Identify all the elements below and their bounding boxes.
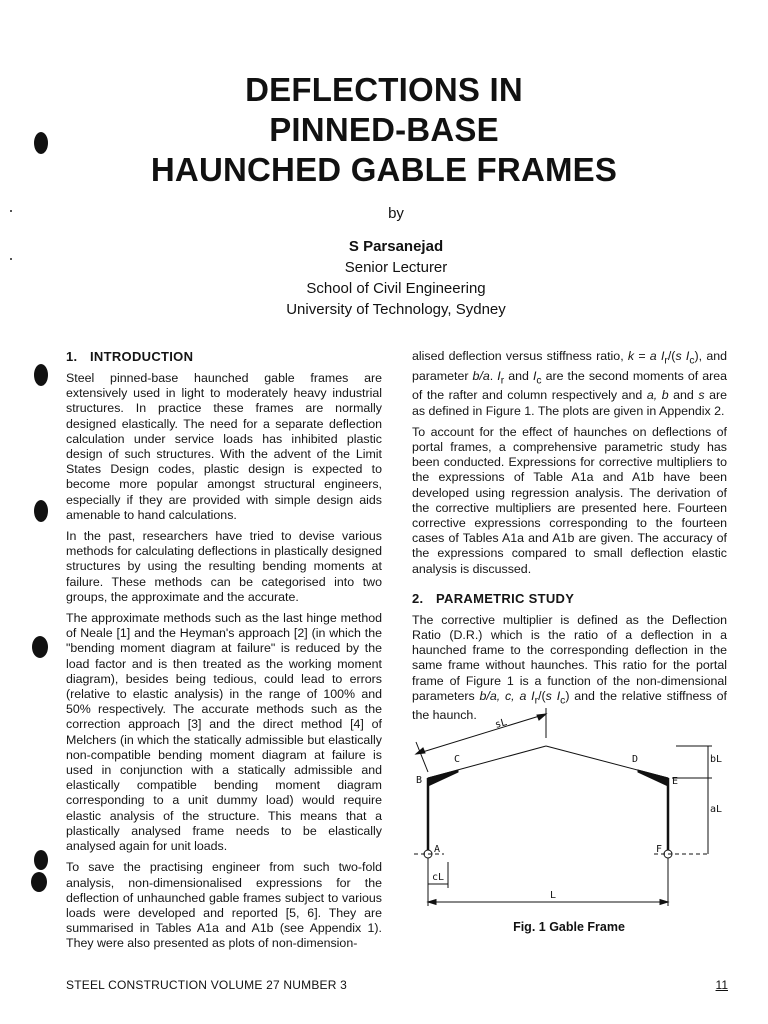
section-title: PARAMETRIC STUDY xyxy=(436,590,575,606)
label-F: F xyxy=(656,844,663,855)
paragraph: alised deflection versus stiffness ratio, k = a $I_r/(s$ $I_c$), and parameter b/a. $I_r$ and $I_c$ are the second moments of area of the rafter and column respectively and a, b and s are as defined in Figure 1. The plots are given in Appendix 2. xyxy=(412,349,728,418)
author-institution: University of Technology, Sydney xyxy=(286,301,506,318)
label-C: C xyxy=(454,754,461,765)
section-number: 2. xyxy=(412,590,424,606)
arrowhead xyxy=(428,900,436,905)
by-line: by xyxy=(388,205,404,222)
arrowhead xyxy=(537,714,546,720)
paragraph: In the past, researchers have tried to devise various methods for calculating deflections in plastically designed structures by using the resulting bending moments at failure. These methods can be categorised into two groups, the approximate and the accurate. xyxy=(66,529,382,604)
paper-title xyxy=(0,70,768,190)
label-B: B xyxy=(416,775,423,786)
author-block xyxy=(0,236,768,320)
label-cL: cL xyxy=(432,872,445,883)
label-D: D xyxy=(632,754,639,765)
section-heading-parametric-study xyxy=(412,591,727,607)
binder-hole xyxy=(34,364,48,386)
title-line: DEFLECTIONS IN xyxy=(245,71,523,108)
author-title: Senior Lecturer xyxy=(344,259,448,276)
label-A: A xyxy=(434,844,441,855)
haunch-right xyxy=(638,770,668,786)
binder-hole xyxy=(31,872,47,892)
extension-line xyxy=(416,742,428,772)
author-dept: School of Civil Engineering xyxy=(306,280,486,297)
paragraph: Steel pinned-base haunched gable frames are extensively used in light to moderately heavy industrial structures. In practice these frames are normally designed elastically. The need for a separate deflection calculation under service loads has inhibited plastic design of such structures. With the advent of the Limit States Design codes, plastic design is expected to become more popular amongst structural engineers, especially if they are provided with simple design aids amenable to hand calculations. xyxy=(66,371,382,522)
paragraph: The approximate methods such as the last hinge method of Neale [1] and the Heyman's approach [2] (in which the "bending moment diagram at failure" is reduced by the load factor and is then treated as the working moment diagram), besides being tedious, could lead to errors (relative to elastic analysis) in the range of 100% and 50% respectively. The accurate methods such as the correction approach [3] and the direct method [4] of Melchers (in which the statically admissible but elastically non-compatible bending moment diagram at failure is used in conjunction with a statically admissible and elastically compatible bending moment diagram corresponding to a unit dummy load) would require elastic analysis of the structure. This means that a plastically analysed frame needs to be elastically analysed again for unit loads. xyxy=(66,611,382,854)
section-heading-introduction xyxy=(66,349,382,365)
binder-hole xyxy=(32,636,48,658)
title-line: HAUNCHED GABLE FRAMES xyxy=(150,151,618,188)
left-column xyxy=(66,349,382,952)
paragraph: To save the practising engineer from such two-fold analysis, non-dimensionalised expressions for the deflection of unhaunched gable frames subject to various loads were developed and reported [5, 6]. They are summarised in Tables A1a and A1b (see Appendix 1). They were also presented as plots of non-dimension- xyxy=(66,860,382,951)
binder-hole xyxy=(34,500,48,522)
label-E: E xyxy=(672,776,679,787)
paragraph: The corrective multiplier is defined as the Deflection Ratio (D.R.) which is the ratio of a deflection in a haunched frame to the corresponding deflection in the same frame without haunches. This ratio for the portal frame of Figure 1 is a function of the non-dimensional parameters b/a, c, a $I_r/(s$ $I_c$) and the relative stiffness of the haunch. xyxy=(412,612,727,723)
author-name: S Parsanejad xyxy=(348,238,444,255)
label-aL: aL xyxy=(710,804,723,815)
page-number: 11 xyxy=(715,978,728,992)
section-number: 1. xyxy=(66,349,78,364)
paragraph: To account for the effect of haunches on deflections of portal frames, a comprehensive parametric study has been conducted. Expressions for corrective multipliers to the expressions of Table A1a and A1b have been developed using regression analysis. The derivation of the corrective multipliers are presented here. Fourteen corrective expressions corresponding to the fourteen cases of Tables A1a and A1b are given. The accuracy of the expressions compared to small deflection elastic analysis is discussed. xyxy=(412,424,727,576)
dimension-line-sL xyxy=(416,714,546,754)
label-sL: sL xyxy=(493,716,509,731)
figure-caption: Fig. 1 Gable Frame xyxy=(513,920,625,934)
binder-hole xyxy=(34,850,48,870)
journal-footer: STEEL CONSTRUCTION VOLUME 27 NUMBER 3 xyxy=(66,978,348,992)
gable-frame-figure xyxy=(404,702,734,922)
right-column xyxy=(412,349,727,730)
haunch-left xyxy=(428,770,458,786)
section-title: INTRODUCTION xyxy=(90,349,194,364)
arrowhead xyxy=(660,900,668,905)
label-L: L xyxy=(550,890,557,901)
title-line: PINNED-BASE xyxy=(269,111,499,148)
label-bL: bL xyxy=(710,754,723,765)
